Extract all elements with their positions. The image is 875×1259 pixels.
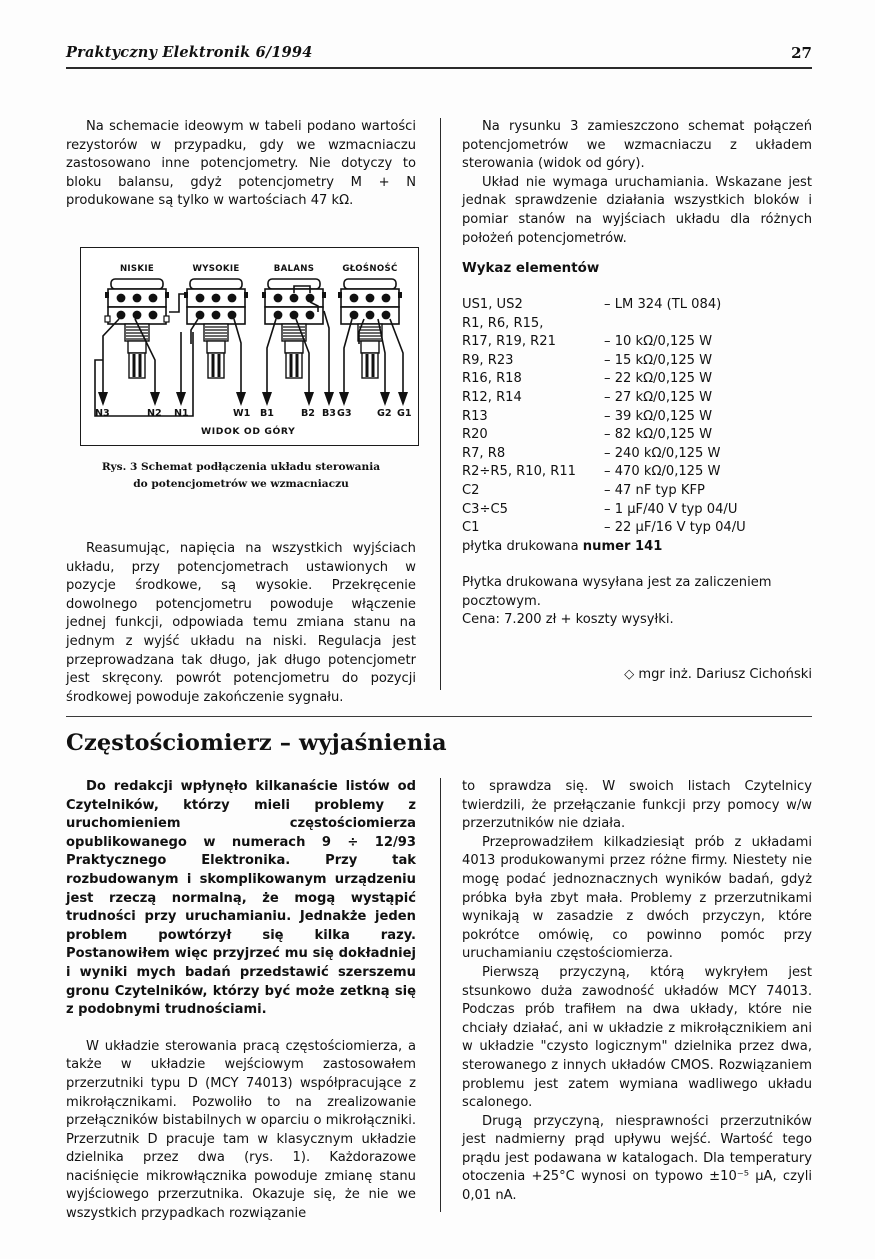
table-row	[462, 370, 812, 389]
header-divider	[66, 67, 812, 69]
part-value: – 82 kΩ/0,125 W	[604, 427, 713, 443]
figure-rys3	[80, 247, 419, 446]
part-value: – 10 kΩ/0,125 W	[604, 334, 713, 350]
terminal-label-g2: G2	[377, 408, 392, 419]
table-row	[462, 501, 812, 520]
pot-name-glosnosc: GŁOŚNOŚĆ	[342, 264, 398, 274]
part-value: – 22 kΩ/0,125 W	[604, 371, 713, 387]
figure-view-label: WIDOK OD GÓRY	[201, 426, 296, 437]
author-signature: ◇ mgr inż. Dariusz Cichoński	[624, 667, 812, 682]
parts-list-body	[462, 296, 812, 556]
article2-left-column	[66, 778, 416, 1224]
article1-right-shipping	[462, 574, 812, 630]
part-value: – 22 μF/16 V typ 04/U	[604, 520, 746, 536]
part-designator: R13	[462, 408, 488, 424]
figure-caption-line1: Rys. 3 Schemat podłączenia układu sterowania	[101, 461, 381, 473]
terminal-label-n3: N3	[95, 408, 110, 419]
terminal-label-b1: B1	[260, 408, 274, 419]
column-divider-article1	[440, 118, 441, 690]
part-designator: US1, US2	[462, 297, 523, 312]
parts-list-table	[462, 296, 812, 556]
part-value	[604, 315, 812, 334]
paragraph: Układ nie wymaga uruchamiania. Wskazane jest jednak sprawdzenie działania wszystkich bloków i pomiar stanów na wyjściach układu dla różnych położeń potencjometrów.	[462, 174, 812, 246]
paragraph	[66, 1020, 416, 1038]
magazine-title: Praktyczny Elektronik 6/1994	[66, 44, 313, 61]
figure-caption-line2: do potencjometrów we wzmacniaczu	[133, 478, 349, 490]
terminal-label-g1: G1	[397, 408, 412, 419]
part-designator: R1, R6, R15,	[462, 315, 544, 331]
paragraph: Drugą przyczyną, niesprawności przerzutników jest nadmierny prąd upływu wejść. Wartość tego prądu jest podawana w katalogach. Dla temperatury otoczenia +25°C wynosi on typowo ±10⁻⁵ μA, czyli 0,01 nA.	[462, 1113, 812, 1204]
terminal-label-n2: N2	[147, 408, 162, 419]
pcb-line	[462, 538, 812, 557]
table-row	[462, 482, 812, 501]
part-value: – 47 nF typ KFP	[604, 482, 705, 498]
table-row	[462, 352, 812, 371]
paragraph-price: Cena: 7.200 zł + koszty wysyłki.	[462, 612, 674, 628]
part-designator: C3÷C5	[462, 501, 508, 517]
part-designator: R2÷R5, R10, R11	[462, 464, 576, 480]
article2-title: Częstościomierz – wyjaśnienia	[66, 730, 447, 756]
part-designator: C1	[462, 520, 480, 536]
paragraph-shipping: Płytka drukowana wysyłana jest za zaliczeniem pocztowym.	[462, 575, 772, 609]
terminal-label-b2: B2	[301, 408, 315, 419]
parts-list-heading: Wykaz elementów	[462, 261, 600, 276]
part-value: – 15 kΩ/0,125 W	[604, 352, 713, 368]
terminal-label-n1: N1	[174, 408, 189, 419]
figure-caption	[66, 459, 416, 493]
article1-left-body	[66, 540, 416, 707]
part-designator: R9, R23	[462, 352, 514, 368]
part-value: – 39 kΩ/0,125 W	[604, 408, 713, 424]
part-value: – 27 kΩ/0,125 W	[604, 389, 713, 405]
article1-left-intro	[66, 118, 416, 211]
paragraph: Przeprowadziłem kilkadziesiąt prób z układami 4013 produkowanymi przez różne firmy. Niestety nie mogę podać jednoznacznych wyników badań, gdyż próbka była zbyt mała. Problemy z przerzutnikami wynikają w zasadzie z dwóch przyczyn, które pokrótce omówię, co powinno pomóc przy uruchamianiu częstościomierza.	[462, 834, 812, 962]
table-row	[462, 445, 812, 464]
part-value: – 1 μF/40 V typ 04/U	[604, 501, 738, 517]
page-number: 27	[791, 44, 812, 62]
terminal-label-w1: W1	[233, 408, 251, 419]
paragraph: Na schemacie ideowym w tabeli podano wartości rezystorów w przypadku, gdy we wzmacniaczu zastosowano inne potencjometry. Nie dotyczy to bloku balansu, gdyż potencjometry M + N produkowane są tylko w wartościach 47 kΩ.	[66, 119, 416, 209]
part-value: – LM 324 (TL 084)	[604, 297, 722, 312]
paragraph: to sprawdza się. W swoich listach Czytelnicy twierdzili, że przełączanie funkcji przy pomocy w/w przerzutników nie działa.	[462, 779, 812, 832]
part-designator: C2	[462, 482, 480, 498]
terminal-label-g3: G3	[337, 408, 352, 419]
running-head	[66, 44, 812, 70]
paragraph: Na rysunku 3 zamieszczono schemat połączeń potencjometrów we wzmacniaczu z układem sterowania (widok od góry).	[462, 119, 812, 172]
paragraph: W układzie sterowania pracą częstościomierza, a także w układzie wejściowym zastosowałem przerzutniki typu D (MCY 74013) współpracujące z mikrołącznikami. Pozwoliło to na zrealizowanie przełączników bistabilnych w oparciu o mikrołączniki. Przerzutnik D pracuje tam w klasycznym układzie dzielnika przez dwa (rys. 1). Każdorazowe naciśnięcie mikrowłącznika powoduje zmianę stanu wyjściowego przerzutnika. Okazuje się, że nie we wszystkich przypadkach rozwiązanie	[66, 1038, 416, 1222]
paragraph: Reasumując, napięcia na wszystkich wyjściach układu, przy potencjometrach ustawionych w pozycje środkowe, są wysokie. Przekręcenie dowolnego potencjometru powoduje włączenie jednej funkcji, odpowiada temu zmiana stanu na jednym z wyjść układu na niski. Regulacja jest przeprowadzana tak długo, jak długo potencjometr jest skręcony. powrót potencjometru do pozycji środkowej powoduje zakończenie sygnału.	[66, 541, 416, 705]
part-designator: R7, R8	[462, 445, 506, 461]
table-row-pcb	[462, 538, 812, 557]
table-row	[462, 315, 812, 334]
table-row	[462, 408, 812, 427]
terminal-label-b3: B3	[322, 408, 336, 419]
table-row	[462, 519, 812, 538]
table-row	[462, 296, 812, 315]
table-row	[462, 333, 812, 352]
part-designator: R17, R19, R21	[462, 334, 556, 350]
article2-right-column	[462, 778, 812, 1206]
part-designator: R20	[462, 427, 488, 443]
table-row	[462, 426, 812, 445]
pcb-label: płytka drukowana	[462, 538, 583, 554]
column-divider-article2	[440, 778, 441, 1212]
pot-name-niskie: NISKIE	[119, 264, 155, 274]
part-value: – 470 kΩ/0,125 W	[604, 464, 721, 480]
table-row	[462, 389, 812, 408]
pcb-number: numer 141	[582, 538, 663, 554]
article-separator	[66, 716, 812, 717]
part-value: – 240 kΩ/0,125 W	[604, 445, 721, 461]
part-designator: R16, R18	[462, 371, 522, 387]
lead-paragraph: Do redakcji wpłynęło kilkanaście listów od Czytelników, którzy mieli problemy z uruchomieniem częstościomierza opublikowanego w numerach 9 ÷ 12/93 Praktycznego Elektronika. Przy tak rozbudowanym i skomplikowanym urządzeniu jest rzeczą normalną, że mogą wystąpić trudności przy uruchamianiu. Jednakże jeden problem powtórzył się kilka razy. Postanowiłem więc przyjrzeć mu się dokładniej i wyniki mych badań przedstawić szerszemu gronu Czytelników, którzy być może zetkną się z podobnymi trudnościami.	[66, 779, 416, 1018]
article1-right-intro	[462, 118, 812, 248]
part-designator: R12, R14	[462, 389, 522, 405]
pot-name-wysokie: WYSOKIE	[192, 264, 240, 274]
paragraph: Pierwszą przyczyną, którą wykryłem jest stsunkowo duża zawodność układów MCY 74013. Podczas prób trafiłem na dwa układy, które nie chciały działać, ani w układzie z mikrołącznikiem ani w układzie "czysto logicznym" dzielnika przez dwa, sterowanego z innych układów CMOS. Rozwiązaniem problemu jest zatem wymiana wadliwego układu scalonego.	[462, 964, 812, 1111]
table-row	[462, 463, 812, 482]
pot-name-balans: BALANS	[273, 264, 315, 274]
